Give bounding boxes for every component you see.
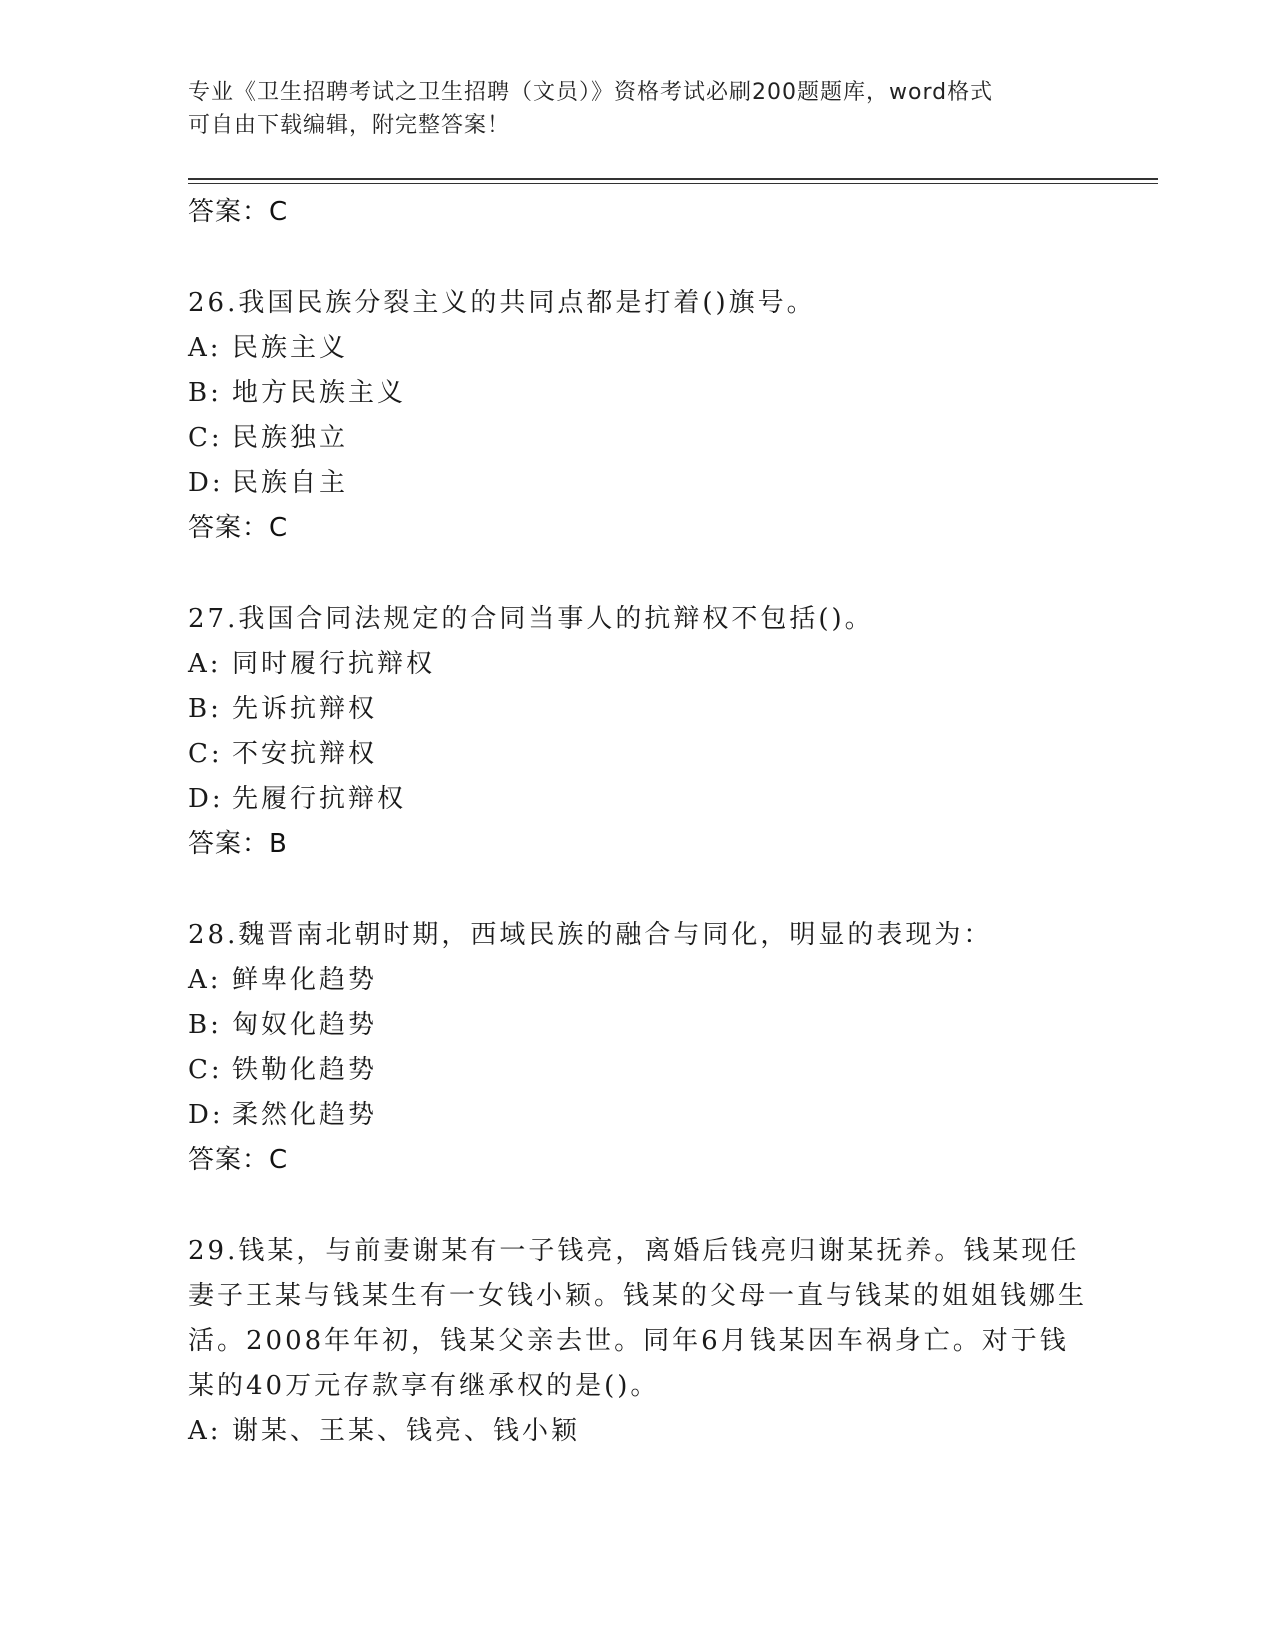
question-stem: 29.钱某，与前妻谢某有一子钱亮，离婚后钱亮归谢某抚养。钱某现任妻子王某与钱某生有一女钱小颖。钱某的父母一直与钱某的姐姐钱娜生活。2008年年初，钱某父亲去世。同年6月钱某因车祸身亡。对于钱某的40万元存款享有继承权的是()。 [188, 1236, 1088, 1401]
question-26 [188, 281, 1088, 551]
option-b: B: 先诉抗辩权 [188, 694, 378, 724]
option-c: C: 铁勒化趋势 [188, 1055, 378, 1085]
question-27 [188, 597, 1088, 867]
option-b: B: 匈奴化趋势 [188, 1010, 378, 1040]
option-c: C: 不安抗辩权 [188, 739, 378, 769]
question-stem: 27.我国合同法规定的合同当事人的抗辩权不包括()。 [188, 604, 874, 634]
answer: 答案：C [188, 513, 289, 543]
option-a: A: 谢某、王某、钱亮、钱小颖 [188, 1416, 581, 1446]
option-b: B: 地方民族主义 [188, 378, 407, 408]
answer-previous: 答案：C [188, 197, 289, 227]
answer: 答案：C [188, 1145, 289, 1175]
answer: 答案：B [188, 829, 288, 859]
option-c: C: 民族独立 [188, 423, 349, 453]
question-list [188, 190, 1088, 1454]
option-a: A: 鲜卑化趋势 [188, 965, 378, 995]
question-28 [188, 913, 1088, 1183]
question-stem: 28.魏晋南北朝时期，西域民族的融合与同化，明显的表现为： [188, 920, 993, 950]
header-divider [188, 178, 1158, 184]
question-29 [188, 1229, 1088, 1454]
option-a: A: 同时履行抗辩权 [188, 649, 436, 679]
option-d: D: 民族自主 [188, 468, 349, 498]
document-header [188, 76, 1088, 142]
option-a: A: 民族主义 [188, 333, 349, 363]
option-d: D: 先履行抗辩权 [188, 784, 407, 814]
header-line-2: 可自由下载编辑，附完整答案！ [188, 113, 511, 138]
header-line-1: 专业《卫生招聘考试之卫生招聘（文员）》资格考试必刷200题题库，word格式 [188, 80, 994, 105]
question-stem: 26.我国民族分裂主义的共同点都是打着()旗号。 [188, 288, 816, 318]
option-d: D: 柔然化趋势 [188, 1100, 378, 1130]
